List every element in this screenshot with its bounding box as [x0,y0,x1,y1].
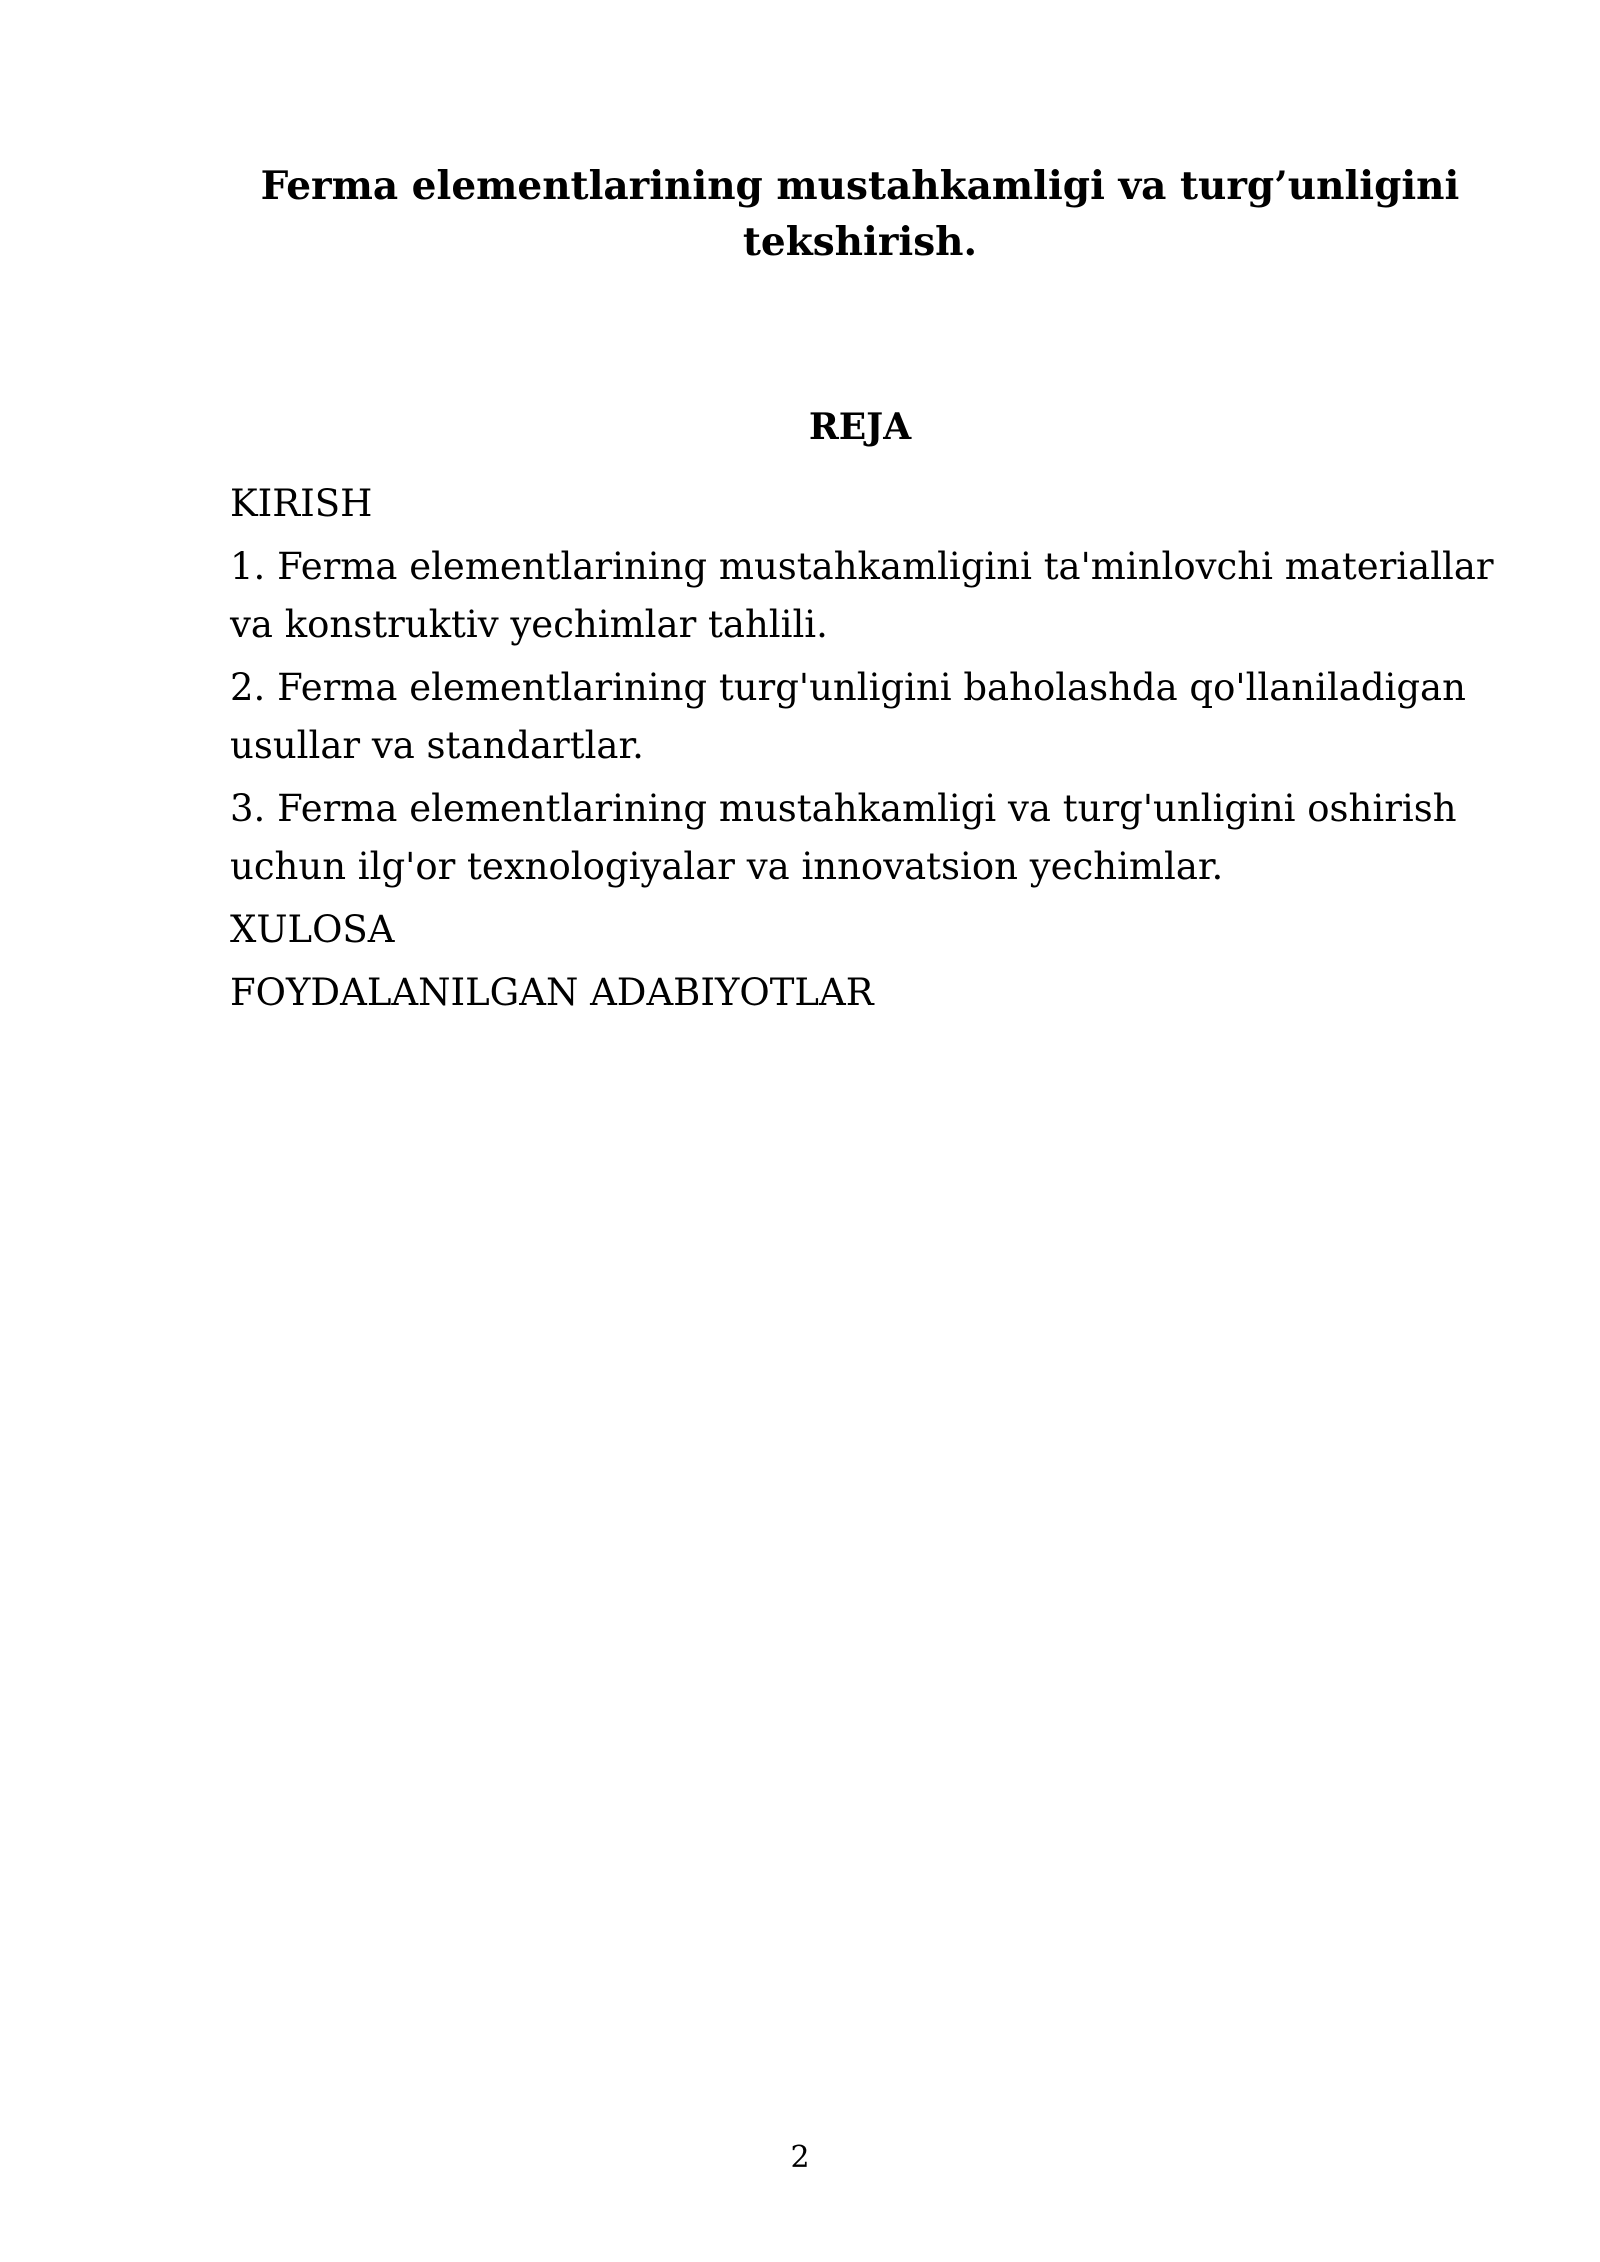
plan-heading: REJA [808,406,912,448]
page-number: 2 [790,2140,810,2175]
plan-item-references: FOYDALANILGAN ADABIYOTLAR [230,971,874,1014]
plan-list [230,475,1530,1027]
document-title: Ferma elementlarining mustahkamligi va turg’unligini tekshirish. [260,163,1460,265]
plan-item-3: 3. Ferma elementlarining mustahkamligi va turg'unligini oshirish uchun ilg'or texnologiyalar va innovatsion yechimlar. [230,787,1457,888]
plan-item-2: 2. Ferma elementlarining turg'unligini baholashda qo'llaniladigan usullar va standartlar. [230,666,1466,767]
plan-item-conclusion: XULOSA [230,908,395,951]
plan-item-introduction: KIRISH [230,482,373,525]
plan-item-1: 1. Ferma elementlarining mustahkamligini ta'minlovchi materiallar va konstruktiv yechimlar tahlili. [230,545,1494,646]
